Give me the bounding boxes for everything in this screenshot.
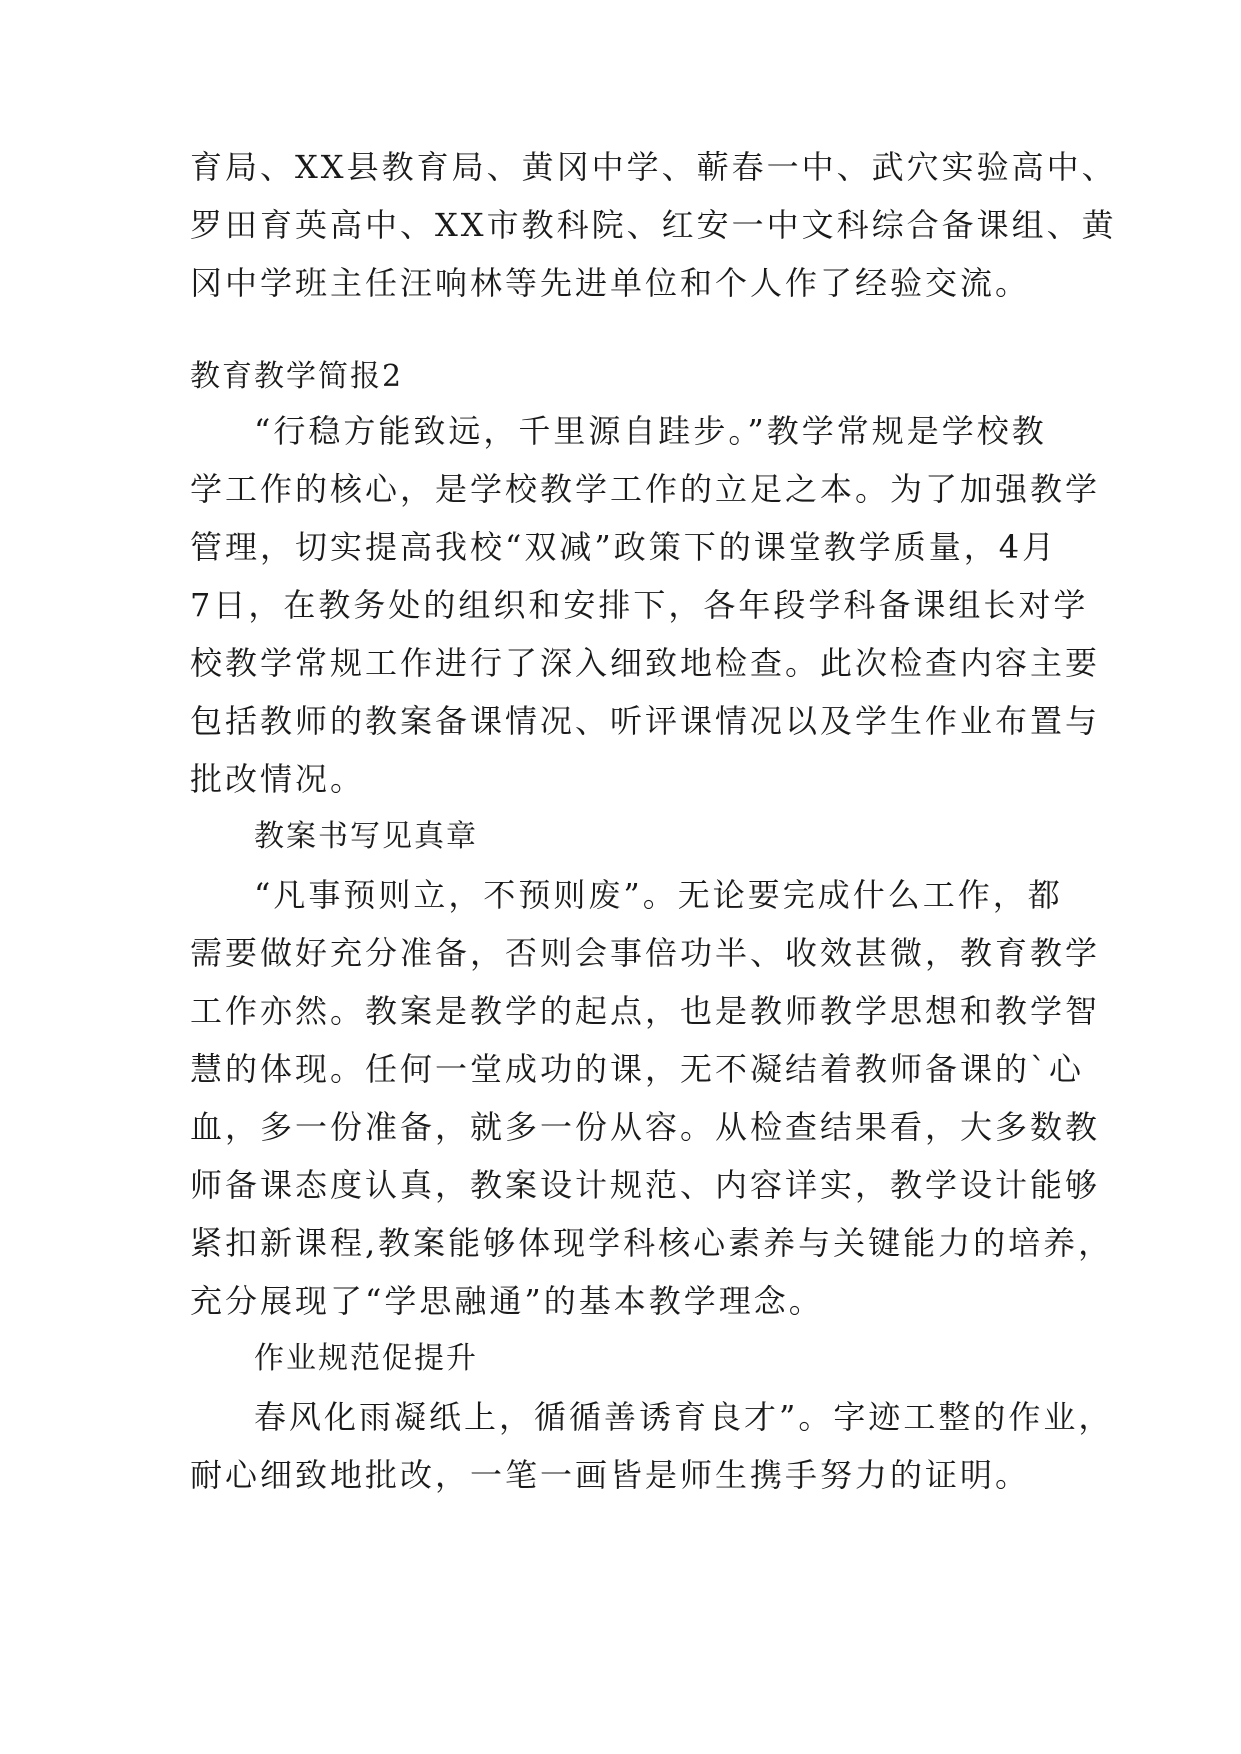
text-line: 批改情况。 [190, 760, 366, 798]
text-line: 罗田育英高中、XX市教科院、红安一中文科综合备课组、黄 [190, 206, 1117, 244]
text-line: 7日，在教务处的组织和安排下，各年段学科备课组长对学 [190, 586, 1089, 624]
text-line: 紧扣新课程,教案能够体现学科核心素养与关键能力的培养， [190, 1224, 1114, 1262]
text-line: 包括教师的教案备课情况、听评课情况以及学生作业布置与 [190, 702, 1101, 740]
text-line: “凡事预则立，不预则废”。无论要完成什么工作，都 [254, 876, 1063, 914]
text-line: 春风化雨凝纸上，循循善诱育良才”。字迹工整的作业， [254, 1398, 1114, 1436]
text-line: 慧的体现。任何一堂成功的课，无不凝结着教师备课的`心 [190, 1050, 1085, 1088]
intro-continued-paragraph [190, 138, 1117, 312]
subheading-text: 教案书写见真章 [254, 819, 478, 854]
text-line: 师备课态度认真，教案设计规范、内容详实，教学设计能够 [190, 1166, 1101, 1204]
subheading-text: 作业规范促提升 [254, 1341, 478, 1376]
text-line: 育局、XX县教育局、黄冈中学、蕲春一中、武穴实验高中、 [190, 148, 1117, 186]
subheading-lesson-plan [190, 808, 1070, 866]
section-title-text: 教育教学简报2 [190, 359, 404, 394]
text-line: 耐心细致地批改，一笔一画皆是师生携手努力的证明。 [190, 1456, 1031, 1494]
subheading-homework [190, 1330, 1070, 1388]
paragraph-3 [190, 1388, 1114, 1504]
text-line: “行稳方能致远，千里源自跬步。”教学常规是学校教 [254, 412, 1047, 450]
text-line: 冈中学班主任汪响林等先进单位和个人作了经验交流。 [190, 264, 1031, 302]
text-line: 工作亦然。教案是教学的起点，也是教师教学思想和教学智 [190, 992, 1101, 1030]
text-line: 管理，切实提高我校“双减”政策下的课堂教学质量，4月 [190, 528, 1058, 566]
text-line: 校教学常规工作进行了深入细致地检查。此次检查内容主要 [190, 644, 1101, 682]
text-line: 学工作的核心，是学校教学工作的立足之本。为了加强教学 [190, 470, 1101, 508]
section-title [190, 348, 1070, 406]
text-line: 充分展现了“学思融通”的基本教学理念。 [190, 1282, 824, 1320]
text-line: 血，多一份准备，就多一份从容。从检查结果看，大多数教 [190, 1108, 1101, 1146]
text-line: 需要做好充分准备，否则会事倍功半、收效甚微，教育教学 [190, 934, 1101, 972]
paragraph-2 [190, 866, 1114, 1330]
paragraph-1 [190, 402, 1101, 808]
